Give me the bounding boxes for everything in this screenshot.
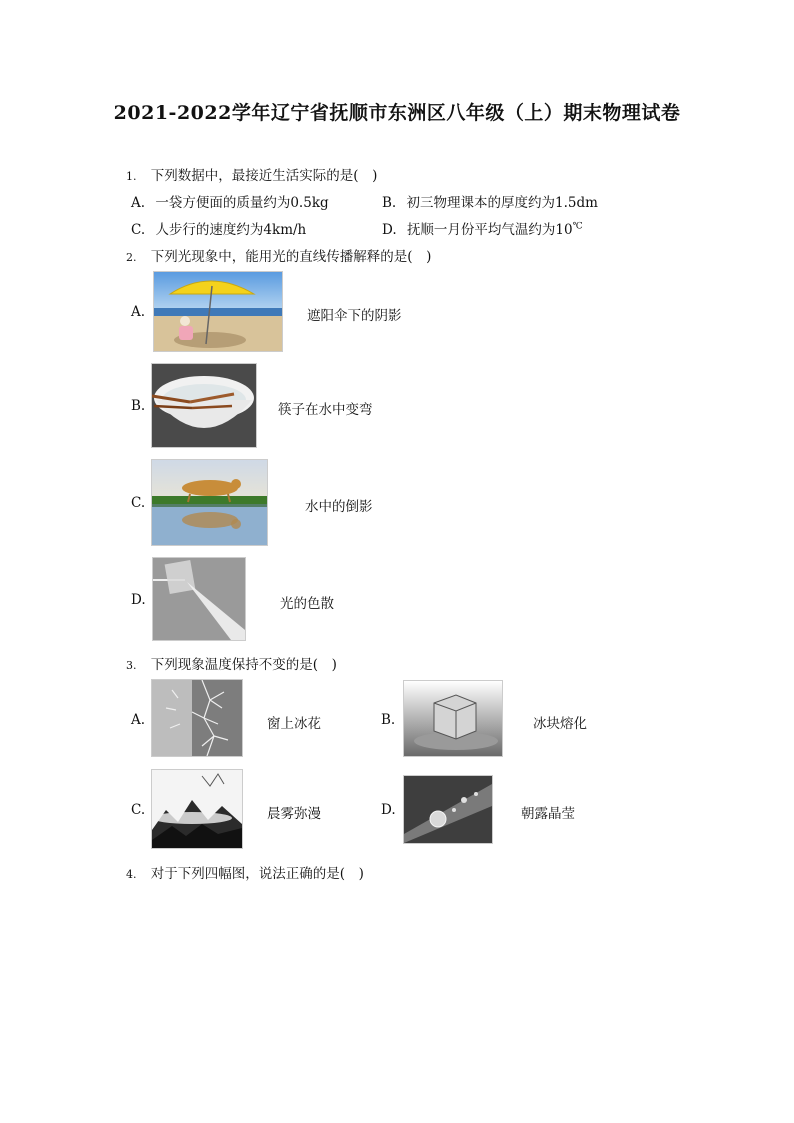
question-number: 3.: [126, 659, 137, 672]
q1-option-c: [131, 218, 306, 238]
question-4: [126, 862, 364, 882]
q3-option-c-label: C.: [131, 802, 146, 818]
option-label: A.: [131, 195, 146, 211]
q2-option-c-label: C.: [131, 495, 146, 511]
celsius-unit: ℃: [572, 221, 583, 232]
leopard-reflection-photo: [151, 459, 268, 546]
q3-option-a-label: A.: [131, 712, 146, 728]
frost-photo: [151, 679, 243, 757]
q3-option-d-caption: 朝露晶莹: [521, 806, 575, 822]
question-number: 4.: [126, 868, 137, 881]
option-text: 人步行的速度约为4km/h: [155, 222, 307, 238]
option-label: B.: [382, 195, 397, 211]
umbrella-photo: [153, 271, 283, 352]
dew-photo: [403, 775, 493, 844]
q2-option-a-caption: 遮阳伞下的阴影: [307, 308, 402, 324]
question-2: [126, 245, 431, 265]
question-stem: 下列现象温度保持不变的是( ): [150, 657, 337, 673]
question-number: 2.: [126, 251, 137, 264]
q2-option-b-caption: 筷子在水中变弯: [278, 402, 373, 418]
q1-option-a: [131, 191, 329, 211]
question-stem: 下列数据中，最接近生活实际的是( ): [150, 168, 378, 184]
q3-option-d-label: D.: [381, 802, 396, 818]
q1-option-b: [382, 191, 598, 211]
q3-option-b-caption: 冰块熔化: [533, 716, 587, 732]
chopsticks-bowl-photo: [151, 363, 257, 448]
q2-option-c-caption: 水中的倒影: [305, 499, 373, 515]
option-text: 抚顺一月份平均气温约为10: [406, 222, 573, 238]
fog-photo: [151, 769, 243, 849]
melting-ice-photo: [403, 680, 503, 757]
q2-option-d-label: D.: [131, 592, 146, 608]
page-title: 2021-2022学年辽宁省抚顺市东洲区八年级（上）期末物理试卷: [113, 102, 681, 124]
q3-option-b-label: B.: [381, 712, 396, 728]
q2-option-d-caption: 光的色散: [280, 596, 334, 612]
q2-option-b-label: B.: [131, 398, 146, 414]
option-text: 初三物理课本的厚度约为1.5dm: [406, 195, 598, 211]
question-stem: 对于下列四幅图，说法正确的是( ): [150, 866, 364, 882]
option-text: 一袋方便面的质量约为0.5kg: [155, 195, 329, 211]
question-1: [126, 164, 377, 184]
question-3: [126, 653, 337, 673]
option-label: C.: [131, 222, 146, 238]
q2-option-a-label: A.: [131, 304, 146, 320]
question-stem: 下列光现象中，能用光的直线传播解释的是( ): [150, 249, 432, 265]
q3-option-c-caption: 晨雾弥漫: [267, 806, 321, 822]
q1-option-d: [382, 218, 583, 238]
option-label: D.: [382, 222, 397, 238]
prism-dispersion-photo: [152, 557, 246, 641]
question-number: 1.: [126, 170, 137, 183]
q3-option-a-caption: 窗上冰花: [267, 716, 321, 732]
